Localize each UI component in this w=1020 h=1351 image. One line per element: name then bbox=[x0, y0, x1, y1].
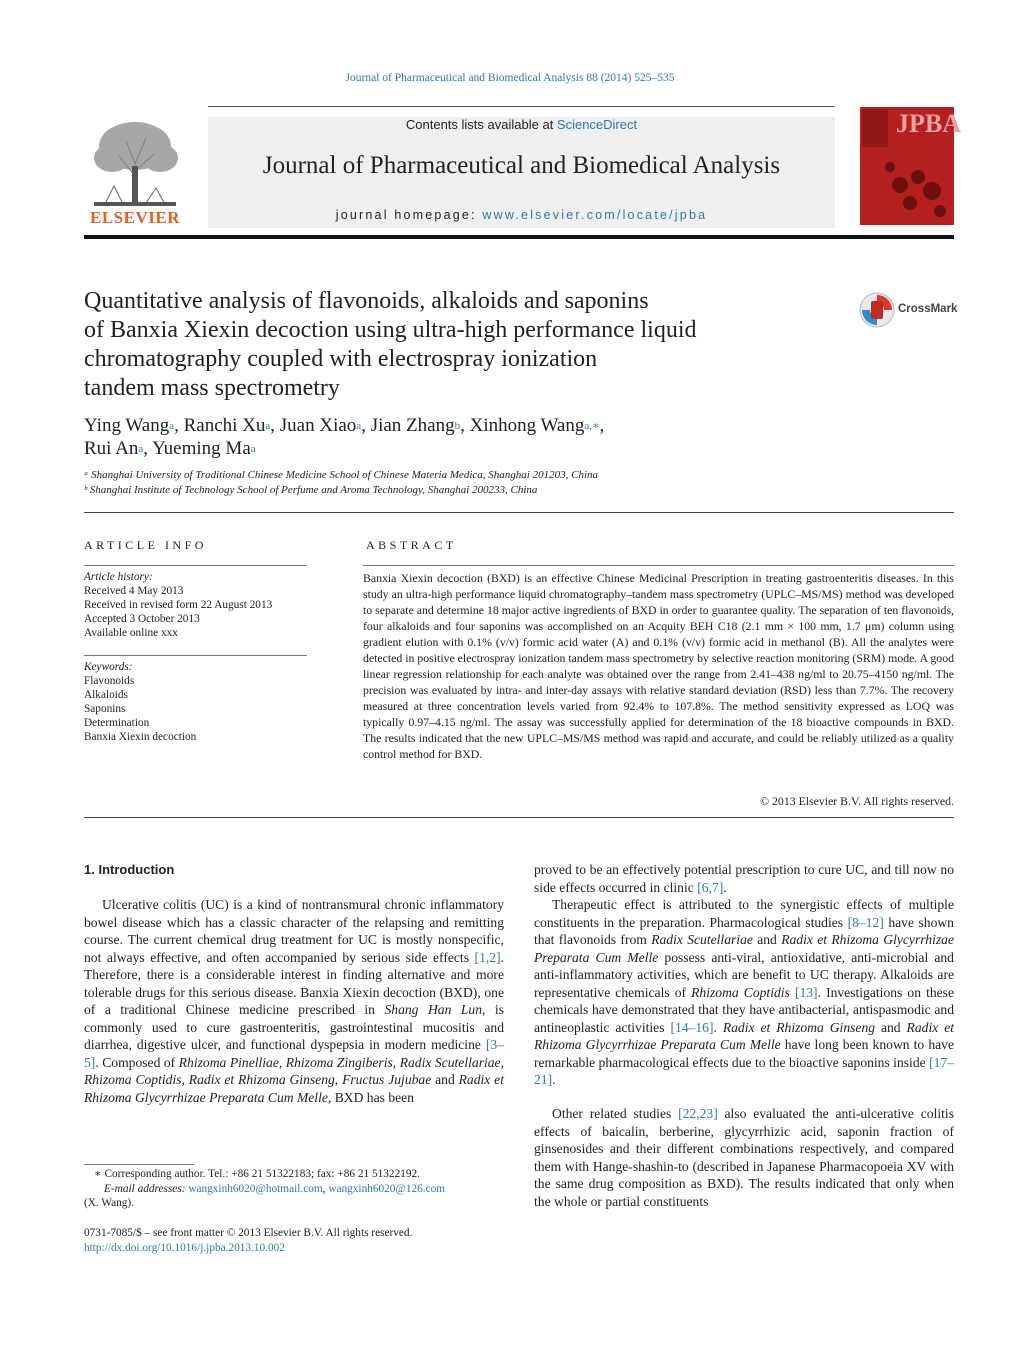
keyword-item: Determination bbox=[84, 717, 150, 729]
author-name[interactable]: Yueming Ma bbox=[152, 438, 251, 459]
reference-link[interactable]: [6,7] bbox=[697, 879, 724, 895]
text-run: , bbox=[278, 1054, 286, 1070]
text-run: proved to be an effectively potential prescription to cure UC, and till now no side effects occurred in clinic bbox=[534, 862, 954, 895]
author-name[interactable]: Ying Wang bbox=[84, 415, 170, 436]
title-line: chromatography coupled with electrospray ionization bbox=[84, 346, 598, 372]
crossmark-icon bbox=[858, 291, 896, 329]
italic-term: Shang Han Lun bbox=[384, 1002, 483, 1017]
keywords-block bbox=[84, 660, 307, 744]
title-line: Quantitative analysis of flavonoids, alkaloids and saponins bbox=[84, 288, 649, 314]
italic-term: Rhizoma Pinelliae bbox=[178, 1054, 279, 1070]
text-run: . bbox=[723, 879, 727, 895]
intro-paragraph bbox=[534, 861, 954, 896]
italic-term: Rhizoma Coptidis bbox=[691, 984, 790, 1000]
author-name[interactable]: Jian Zhang bbox=[370, 415, 455, 436]
reference-link[interactable]: [1,2] bbox=[474, 949, 501, 965]
email-separator: , bbox=[322, 1182, 329, 1195]
history-label: Article history: bbox=[84, 571, 153, 583]
introduction-heading: 1. Introduction bbox=[84, 862, 175, 877]
keyword-item: Banxia Xiexin decoction bbox=[84, 731, 197, 743]
copyright-notice: © 2013 Elsevier B.V. All rights reserved. bbox=[760, 794, 954, 808]
section-divider bbox=[84, 817, 954, 818]
author-name[interactable]: Xinhong Wang bbox=[469, 415, 585, 436]
footnote-rule bbox=[84, 1164, 194, 1165]
article-info-rule bbox=[84, 565, 307, 566]
email-label: E-mail addresses: bbox=[104, 1182, 186, 1195]
keywords-rule bbox=[84, 655, 307, 656]
abstract-rule bbox=[363, 565, 954, 566]
cover-art-icon bbox=[860, 107, 954, 225]
affiliation-a: ᵃ Shanghai University of Traditional Chinese Medicine School of Chinese Materia Medica, Shanghai 201203, China bbox=[84, 469, 598, 481]
text-run: , bbox=[181, 1072, 189, 1087]
corresponding-author-note: ∗ Corresponding author. Tel.: +86 21 51322183; fax: +86 21 51322192. bbox=[94, 1168, 420, 1180]
affiliation-b: ᵇ Shanghai Institute of Technology School of Perfume and Aroma Technology, Shanghai 200233, China bbox=[84, 484, 538, 496]
text-run: also evaluated the anti-ulcerative colitis effects of baicalin, berberine, glycyrrhizic acid, saponin fraction of ginsenosides and their different combinations respectively, and compared them with Hange-shashin-to (described in Japanese Pharmacopoeia XV with the same drug composition as BXD). The results indicated that only when the whole or partial constituents bbox=[534, 1106, 954, 1209]
text-run: , bbox=[500, 1054, 504, 1070]
author-separator: , bbox=[361, 415, 371, 436]
text-run: . Composed of bbox=[95, 1054, 179, 1070]
text-run: Therapeutic effect is attributed to the synergistic effects of multiple constituents in the preparation. Pharmacological studies bbox=[534, 897, 954, 930]
elsevier-wordmark: ELSEVIER bbox=[90, 208, 180, 227]
intro-paragraph bbox=[84, 896, 504, 1106]
cover-title: JPBA bbox=[896, 109, 961, 138]
intro-paragraph bbox=[534, 1105, 954, 1210]
author-affiliation-mark[interactable]: a,∗ bbox=[584, 420, 600, 432]
author-name[interactable]: Ranchi Xu bbox=[183, 415, 266, 436]
text-run: , bbox=[334, 1072, 343, 1087]
sciencedirect-link[interactable]: ScienceDirect bbox=[556, 117, 638, 132]
reference-link[interactable]: [13] bbox=[794, 984, 818, 1000]
keyword-item: Flavonoids bbox=[84, 675, 135, 687]
italic-term: Radix et Rhizoma Glycyrrhizae Preparata Cum Melle bbox=[534, 932, 954, 965]
author-separator: , bbox=[460, 415, 470, 436]
contents-prefix: Contents lists available at bbox=[405, 117, 557, 132]
text-run: . bbox=[713, 1019, 723, 1035]
title-line: tandem mass spectrometry bbox=[84, 375, 340, 401]
author-separator: , bbox=[174, 415, 184, 436]
intro-paragraph bbox=[534, 896, 954, 1089]
text-run: and bbox=[431, 1072, 459, 1087]
italic-term: Rhizoma Coptidis bbox=[84, 1072, 182, 1087]
text-run: Other related studies bbox=[552, 1106, 679, 1121]
issn-line: 0731-7085/$ – see front matter © 2013 Elsevier B.V. All rights reserved. bbox=[84, 1227, 413, 1239]
italic-term: Radix et Rhizoma Ginseng bbox=[722, 1019, 876, 1035]
article-info-heading: ARTICLE INFO bbox=[84, 538, 207, 552]
header-top-rule bbox=[208, 106, 835, 107]
reference-link[interactable]: [22,23] bbox=[678, 1106, 718, 1121]
text-run: . bbox=[552, 1072, 556, 1087]
author-name[interactable]: Juan Xiao bbox=[279, 415, 357, 436]
journal-citation[interactable]: Journal of Pharmaceutical and Biomedical Analysis 88 (2014) 525–535 bbox=[345, 72, 675, 84]
email-link[interactable]: wangxinh6020@hotmail.com bbox=[188, 1182, 323, 1195]
crossmark-label: CrossMark bbox=[898, 303, 958, 315]
author-affiliation-mark[interactable]: a bbox=[265, 420, 271, 432]
article-title bbox=[84, 287, 804, 403]
article-history bbox=[84, 570, 307, 640]
italic-term: Radix et Rhizoma Ginseng bbox=[188, 1072, 335, 1087]
italic-term: Fructus Jujubae bbox=[342, 1072, 432, 1087]
italic-term: Radix Scutellariae bbox=[399, 1054, 501, 1070]
header-thick-rule bbox=[84, 235, 954, 239]
journal-cover-thumbnail[interactable] bbox=[860, 107, 961, 225]
footnotes bbox=[84, 1167, 504, 1211]
author-affiliation-mark[interactable]: a bbox=[138, 443, 144, 455]
author-separator: , bbox=[599, 415, 605, 436]
keywords-label: Keywords: bbox=[84, 661, 133, 673]
author-name[interactable]: Rui An bbox=[84, 438, 139, 459]
author-separator: , bbox=[270, 415, 280, 436]
text-run: . Therefore, there is a considerable interest in finding alternative and more tolerable drugs for this serious disease. Banxia Xiexin decoction (BXD), one of a traditional Chinese medicine prescribed in bbox=[84, 949, 504, 1017]
abstract-heading: ABSTRACT bbox=[366, 538, 457, 552]
history-item: Received 4 May 2013 bbox=[84, 585, 184, 597]
italic-term: Radix et Rhizoma Glycyrrhizae Preparata Cum Melle bbox=[84, 1072, 504, 1105]
keyword-item: Saponins bbox=[84, 703, 126, 715]
text-run: possess anti-viral, antioxidative, anti-microbial and anti-inflammatory activities, which are benefit to UC therapy. Alkaloids are representative chemicals of bbox=[534, 949, 954, 1000]
italic-term: Rhizoma Zingiberis bbox=[285, 1054, 393, 1070]
text-run: , BXD has been bbox=[327, 1089, 414, 1105]
doi-link[interactable]: http://dx.doi.org/10.1016/j.jpba.2013.10.002 bbox=[84, 1242, 285, 1254]
italic-term: Radix Scutellariae bbox=[651, 932, 753, 947]
text-run: and bbox=[752, 932, 782, 947]
author-affiliation-mark[interactable]: a bbox=[356, 420, 362, 432]
history-item: Received in revised form 22 August 2013 bbox=[84, 599, 273, 611]
reference-link[interactable]: [3–5] bbox=[84, 1037, 504, 1070]
text-run: have long been known to have remarkable pharmacological effects due to the bioactive saponins inside bbox=[534, 1037, 954, 1070]
tree-icon bbox=[84, 116, 186, 208]
text-run: , is commonly used to cure gastroenteritis, gastrointestinal mucositis and diarrhea, digestive ulcer, and functional dyspepsia in modern medicine bbox=[84, 1002, 504, 1052]
italic-term: Radix et Rhizoma Glycyrrhizae Preparata Cum Melle bbox=[534, 1019, 954, 1052]
homepage-link[interactable]: www.elsevier.com/locate/jpba bbox=[482, 208, 708, 222]
reference-link[interactable]: [14–16] bbox=[670, 1019, 714, 1035]
history-item: Available online xxx bbox=[84, 627, 178, 639]
crossmark-badge[interactable] bbox=[858, 291, 958, 329]
journal-homepage-line bbox=[208, 208, 835, 222]
history-item: Accepted 3 October 2013 bbox=[84, 613, 200, 625]
email-owner: (X. Wang). bbox=[84, 1197, 135, 1209]
keyword-item: Alkaloids bbox=[84, 689, 128, 701]
author-list bbox=[84, 414, 804, 460]
author-separator: , bbox=[143, 438, 153, 459]
author-affiliation-mark[interactable]: a bbox=[169, 420, 175, 432]
text-run: have shown that flavonoids from bbox=[534, 914, 954, 947]
text-run: . Investigations on these chemicals have demonstrated that they have antibacterial, antispasmodic and antineoplastic activities bbox=[534, 984, 954, 1035]
text-run: and bbox=[875, 1019, 907, 1035]
text-run: , bbox=[392, 1054, 400, 1070]
section-divider bbox=[84, 512, 954, 513]
contents-line bbox=[208, 117, 835, 132]
email-link[interactable]: wangxinh6020@126.com bbox=[328, 1182, 446, 1195]
author-affiliation-mark[interactable]: b bbox=[454, 420, 461, 432]
title-line: of Banxia Xiexin decoction using ultra-high performance liquid bbox=[84, 317, 697, 343]
abstract-text: Banxia Xiexin decoction (BXD) is an effective Chinese Medicinal Prescription in treating gastroenteritis diseases. In this study an ultra-high performance liquid chromatography–tandem mass spectrometry (UPLC–MS/MS) method was developed to separate and determine 18 major active ingredients of BXD in order to guarantee quality. The separation of ten flavonoids, four alkaloids and four saponins was accomplished on an Acquity BEH C18 (2.1 mm × 100 mm, 1.7 μm) column using gradient elution with 0.1% (v/v) formic acid water (A) and 0.1% (v/v) formic acid in methanol (B). All the analytes were detected in positive electrospray ionization tandem mass spectrometry by selective reaction monitoring (SRM) mode. A good linear regression relationship for each analyte was obtained over the range from 2.41–438 ng/ml to 20.75–4150 ng/ml. The precision was evaluated by intra- and inter-day assays with relative standard deviation (RSD) less than 7.7%. The recovery measured at three concentration levels varied from 92.4% to 107.8%. The method sensitivity expressed as LOQ was typically 0.97–4.15 ng/ml. The assay was successfully applied for determination of the 18 bioactive compounds in BXD. The results indicated that the new UPLC–MS/MS method was rapid and accurate, and could be reliably utilized as a quality control method for BXD. bbox=[363, 571, 955, 761]
journal-title: Journal of Pharmaceutical and Biomedical Analysis bbox=[262, 152, 781, 179]
text-run: Ulcerative colitis (UC) is a kind of nontransmural chronic inflammatory bowel disease which has a classic character of the relapsing and remitting course. The current chemical drug treatment for UC is mostly nonspecific, not always effective, and often accompanied by serious side effects bbox=[84, 897, 504, 965]
reference-link[interactable]: [17–21] bbox=[534, 1054, 954, 1087]
homepage-prefix: journal homepage: bbox=[335, 208, 483, 222]
author-affiliation-mark[interactable]: a bbox=[250, 443, 256, 455]
reference-link[interactable]: [8–12] bbox=[847, 914, 884, 930]
